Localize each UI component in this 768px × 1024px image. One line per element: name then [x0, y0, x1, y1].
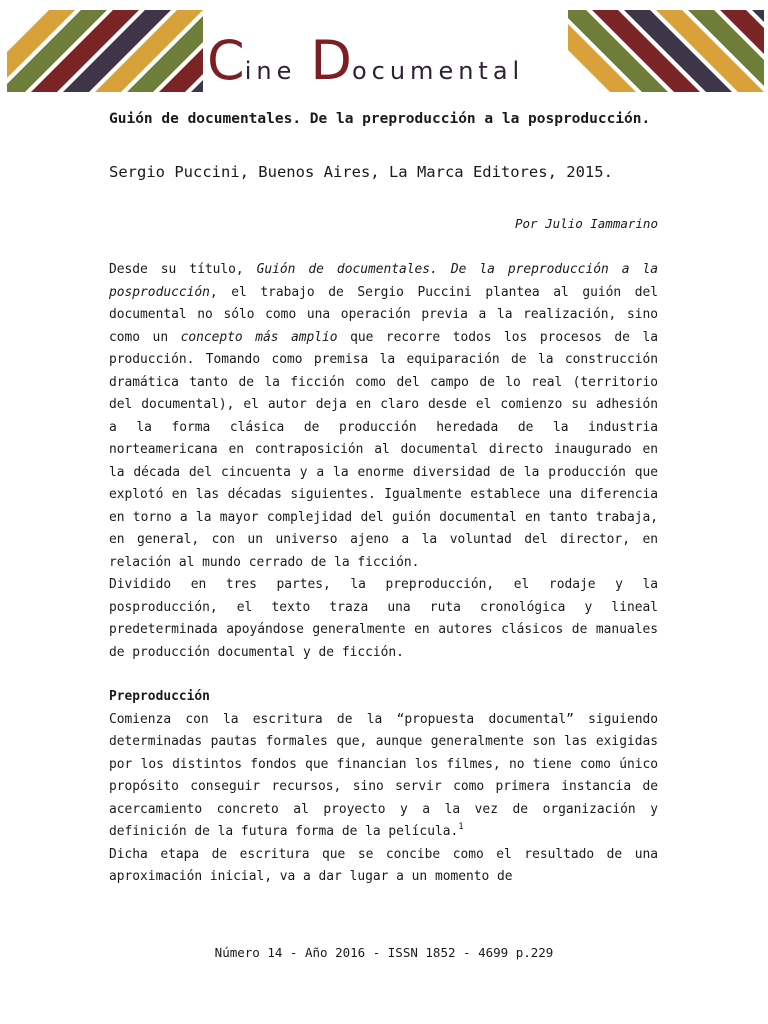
decorative-stripes-right [568, 10, 764, 92]
decorative-stripes-left [7, 10, 203, 92]
article-body [109, 259, 658, 889]
page-footer [0, 944, 768, 962]
article-author: Por Julio Iammarino [515, 216, 658, 231]
paragraph-structure: Dividido en tres partes, la preproducción, el rodaje y la posproducción, el texto traza una ruta cronológica y lineal predeterminada apoyándose generalmente en autores clásicos de manuales de producción documental y de ficción. [109, 577, 658, 660]
footnote-reference[interactable]: 1 [458, 822, 464, 832]
paragraph-preproduccion: Comienza con la escritura de la “propuesta documental” siguiendo determinadas pautas formales que, aunque generalmente son las exigidas por los distintos fondos que financian los filmes, no tiene como único propósito conseguir recursos, sino servir como primera instancia de acercamiento concreto al proyecto y a la vez de organización y definición de la futura forma de la película.$^1$ [109, 711, 658, 839]
issue-info: Número 14 - Año 2016 - ISSN 1852 - 4699 p.229 [214, 945, 554, 960]
article-title: Guión de documentales. De la preproducción a la posproducción. [109, 111, 651, 127]
book-citation: Sergio Puccini, Buenos Aires, La Marca Editores, 2015. [109, 163, 613, 181]
section-heading-preproduccion: Preproducción [109, 689, 210, 704]
masthead-logo: Cine Documental [207, 29, 525, 92]
paragraph-intro: Desde su título, Guión de documentales. De la preproducción a la posproducción, el trabajo de Sergio Puccini plantea al guión del documental no sólo como una operación previa a la realización, sino como un concepto más amplio que recorre todos los procesos de la producción. Tomando como premisa la equiparación de la construcción dramática tanto de la ficción como del campo de lo real (territorio del documental), el autor deja en claro desde el comienzo su adhesión a la forma clásica de producción heredada de la industria norteamericana en contraposición al documental directo inaugurado en la década del cincuenta y a la enorme diversidad de la producción que explotó en las décadas siguientes. Igualmente establece una diferencia en torno a la mayor complejidad del guión documental en tanto trabaja, en general, con un universo ajeno a la voluntad del director, en relación al mundo cerrado de la ficción. [109, 262, 658, 570]
page-header [0, 0, 768, 96]
paragraph-continuation: Dicha etapa de escritura que se concibe como el resultado de una aproximación inicial, va a dar lugar a un momento de [109, 846, 658, 884]
